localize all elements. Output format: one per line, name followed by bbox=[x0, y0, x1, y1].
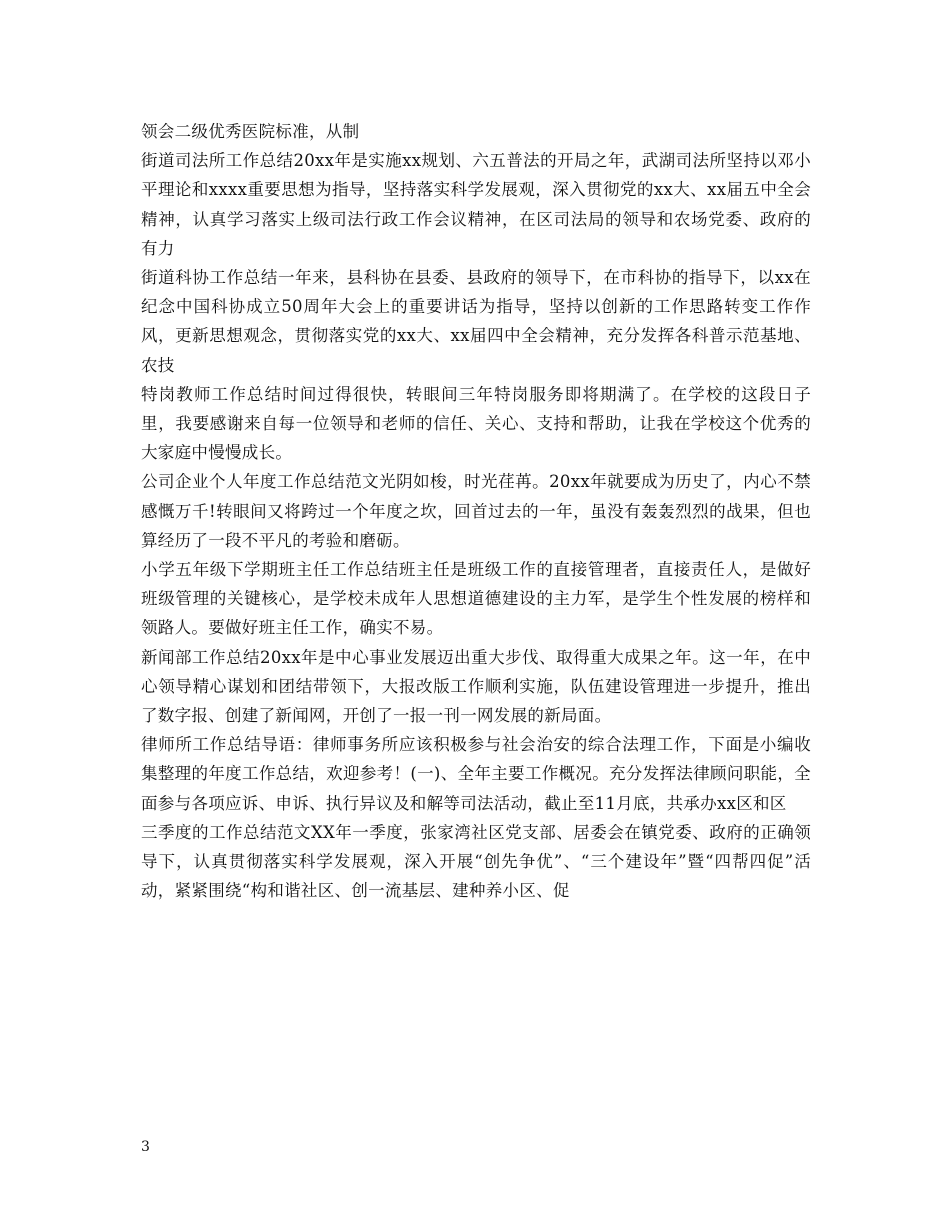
page-number: 3 bbox=[141, 1139, 150, 1155]
paragraph: 特岗教师工作总结时间过得很快，转眼间三年特岗服务即将期满了。在学校的这段日子里，我要感谢来自每一位领导和老师的信任、关心、支持和帮助，让我在学校这个优秀的大家庭中慢慢成长。 bbox=[141, 384, 811, 463]
paragraph: 领会二级优秀医院标准，从制 bbox=[141, 122, 360, 141]
paragraph: 小学五年级下学期班主任工作总结班主任是班级工作的直接管理者，直接责任人，是做好班级管理的关键核心，是学校未成年人思想道德建设的主力军，是学生个性发展的榜样和领路人。要做好班主任工作，确实不易。 bbox=[141, 560, 811, 638]
paragraph: 三季度的工作总结范文XX年一季度，张家湾社区党支部、居委会在镇党委、政府的正确领导下，认真贯彻落实科学发展观，深入开展“创先争优”、“三个建设年”暨“四帮四促”活动，紧紧围绕“构和谐社区、创一流基层、建种养小区、促 bbox=[141, 822, 811, 901]
paragraph: 街道科协工作总结一年来，县科协在县委、县政府的领导下，在市科协的指导下，以xx在纪念中国科协成立50周年大会上的重要讲话为指导，坚持以创新的工作思路转变工作作风，更新思想观念，贯彻落实党的xx大、xx届四中全会精神，充分发挥各科普示范基地、农技 bbox=[141, 268, 811, 375]
paragraph: 律师所工作总结导语：律师事务所应该积极参与社会治安的综合法理工作，下面是小编收集整理的年度工作总结，欢迎参考！(一)、全年主要工作概况。充分发挥法律顾问职能，全面参与各项应诉、申诉、执行异议及和解等司法活动，截止至11月底，共承办xx区和区 bbox=[141, 735, 811, 813]
document-body bbox=[141, 117, 811, 905]
paragraph: 街道司法所工作总结20xx年是实施xx规划、六五普法的开局之年，武湖司法所坚持以邓小平理论和xxxx重要思想为指导，坚持落实科学发展观，深入贯彻党的xx大、xx届五中全会精神，认真学习落实上级司法行政工作会议精神，在区司法局的领导和农场党委、政府的有力 bbox=[141, 151, 811, 258]
paragraph: 公司企业个人年度工作总结范文光阴如梭，时光荏苒。20xx年就要成为历史了，内心不禁感慨万千!转眼间又将跨过一个年度之坎，回首过去的一年，虽没有轰轰烈烈的战果，但也算经历了一段不平凡的考验和磨砺。 bbox=[141, 472, 811, 550]
paragraph: 新闻部工作总结20xx年是中心事业发展迈出重大步伐、取得重大成果之年。这一年，在中心领导精心谋划和团结带领下，大报改版工作顺利实施，队伍建设管理进一步提升，推出了数字报、创建了新闻网，开创了一报一刊一网发展的新局面。 bbox=[141, 647, 811, 726]
